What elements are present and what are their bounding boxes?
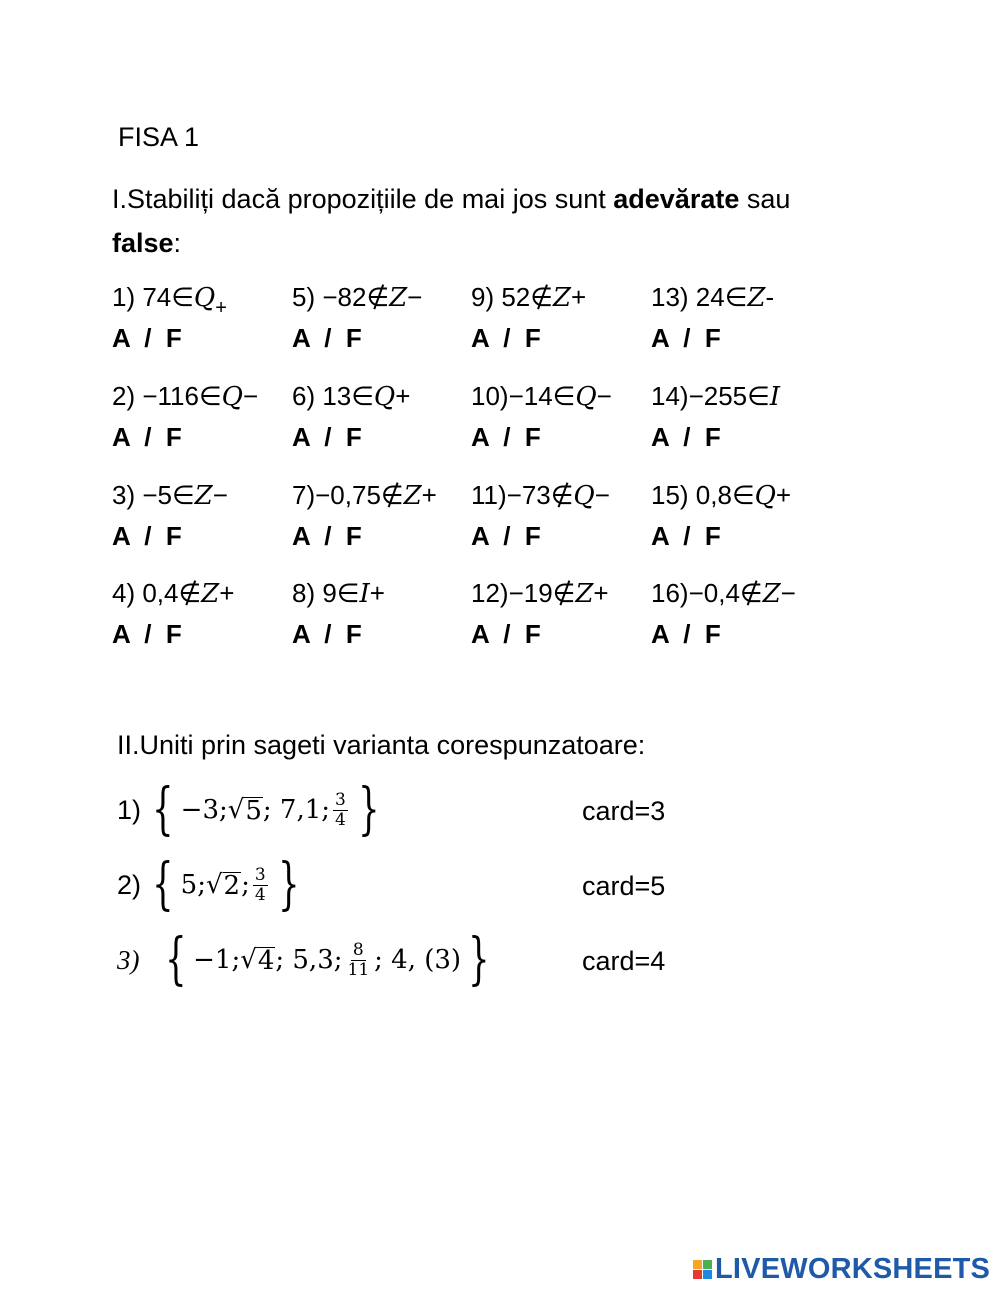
right-brace: } — [357, 777, 380, 842]
answer-choice-a-f[interactable]: A / F — [651, 422, 721, 452]
logo-squares-icon — [693, 1260, 712, 1279]
answer-choice-a-f[interactable]: A / F — [112, 323, 182, 353]
statement-text: 11)−73∉Q− — [471, 480, 610, 511]
statement-text: 7)−0,75∉Z+ — [292, 480, 437, 511]
set-label: 2) — [117, 869, 142, 900]
right-brace: } — [277, 852, 300, 917]
card-option-2[interactable]: card=5 — [582, 871, 666, 901]
statement-item — [292, 380, 410, 453]
answer-choice-a-f[interactable]: A / F — [471, 323, 541, 353]
square-root: √ 4 — [240, 945, 275, 976]
statement-item — [471, 380, 612, 453]
statement-item — [471, 577, 609, 650]
statement-text: 4) 0,4∉Z+ — [112, 578, 235, 609]
answer-choice-a-f[interactable]: A / F — [292, 521, 362, 551]
statement-item — [651, 577, 796, 650]
set-label: 1) — [117, 794, 142, 825]
statement-item — [292, 281, 422, 354]
answer-choice-a-f[interactable]: A / F — [292, 422, 362, 452]
statement-item — [651, 380, 780, 453]
statement-text: 10)−14∈Q− — [471, 381, 612, 412]
set-label: 3) — [117, 944, 140, 975]
statement-item — [112, 479, 228, 552]
statement-text: 5) −82∉Z− — [292, 282, 423, 313]
statement-text: 15) 0,8∈Q+ — [651, 480, 792, 511]
left-brace: { — [164, 927, 187, 992]
statement-text: 14)−255∈I — [651, 381, 781, 412]
answer-choice-a-f[interactable]: A / F — [651, 323, 721, 353]
statement-text: 9) 52∉Z+ — [471, 282, 587, 313]
statement-item — [292, 577, 385, 650]
brand-name: LIVEWORKSHEETS — [715, 1253, 991, 1285]
answer-choice-a-f[interactable]: A / F — [112, 422, 182, 452]
statement-item — [471, 479, 610, 552]
statement-item — [112, 281, 227, 354]
right-brace: } — [468, 927, 490, 992]
set-expression-3: 3) { −1; √ 4 ; 5,3; $\frac{8}{11}$ ; 4, (3) } — [117, 927, 490, 992]
statement-item — [292, 479, 437, 552]
liveworksheets-logo — [693, 1253, 990, 1286]
set-expression-2: 2) { 5; √ 2 ; $\frac{3}{4}$ } — [117, 852, 300, 917]
statement-text: 12)−19∉Z+ — [471, 578, 609, 609]
statement-text: 1) $74\in Q_+$ — [112, 282, 227, 319]
statement-text: 8) 9∈I+ — [292, 578, 385, 609]
answer-choice-a-f[interactable]: A / F — [651, 521, 721, 551]
answer-choice-a-f[interactable]: A / F — [112, 521, 182, 551]
fraction: $\frac{3}{4}$ — [254, 864, 266, 905]
card-option-1[interactable]: card=3 — [582, 796, 666, 826]
statement-item — [471, 281, 586, 354]
card-option-3[interactable]: card=4 — [582, 946, 666, 976]
fraction: $\frac{8}{11}$ — [347, 939, 370, 980]
statement-text: 13) 24∈Z- — [651, 282, 775, 313]
statement-text: 16)−0,4∉Z− — [651, 578, 796, 609]
square-root: √ 2 — [205, 870, 241, 901]
statement-item — [651, 479, 791, 552]
section1-instruction: I.Stabiliți dacă propozițiile de mai jos sunt adevărate sau false: — [112, 184, 791, 258]
answer-choice-a-f[interactable]: A / F — [292, 619, 362, 649]
left-brace: { — [152, 777, 174, 842]
set-expression-1: 1) { −3; √ 5 ; 7,1; $\frac{3}{4}$ } — [117, 777, 380, 842]
answer-choice-a-f[interactable]: A / F — [471, 521, 541, 551]
answer-choice-a-f[interactable]: A / F — [471, 422, 541, 452]
answer-choice-a-f[interactable]: A / F — [292, 323, 362, 353]
statement-item — [112, 380, 258, 453]
worksheet-title: FISA 1 — [118, 122, 200, 152]
statement-text: 2) −116∈Q− — [112, 381, 259, 412]
statement-item — [651, 281, 774, 354]
left-brace: { — [152, 852, 174, 917]
answer-choice-a-f[interactable]: A / F — [471, 619, 541, 649]
statement-item — [112, 577, 234, 650]
fraction: $\frac{3}{4}$ — [335, 789, 346, 830]
section2-instruction: II.Uniti prin sageti varianta corespunzatoare: — [117, 730, 646, 760]
answer-choice-a-f[interactable]: A / F — [112, 619, 182, 649]
square-root: √ 5 — [227, 795, 262, 826]
answer-choice-a-f[interactable]: A / F — [651, 619, 721, 649]
statement-text: 3) −5∈Z− — [112, 480, 228, 511]
statement-text: 6) 13∈Q+ — [292, 381, 411, 412]
